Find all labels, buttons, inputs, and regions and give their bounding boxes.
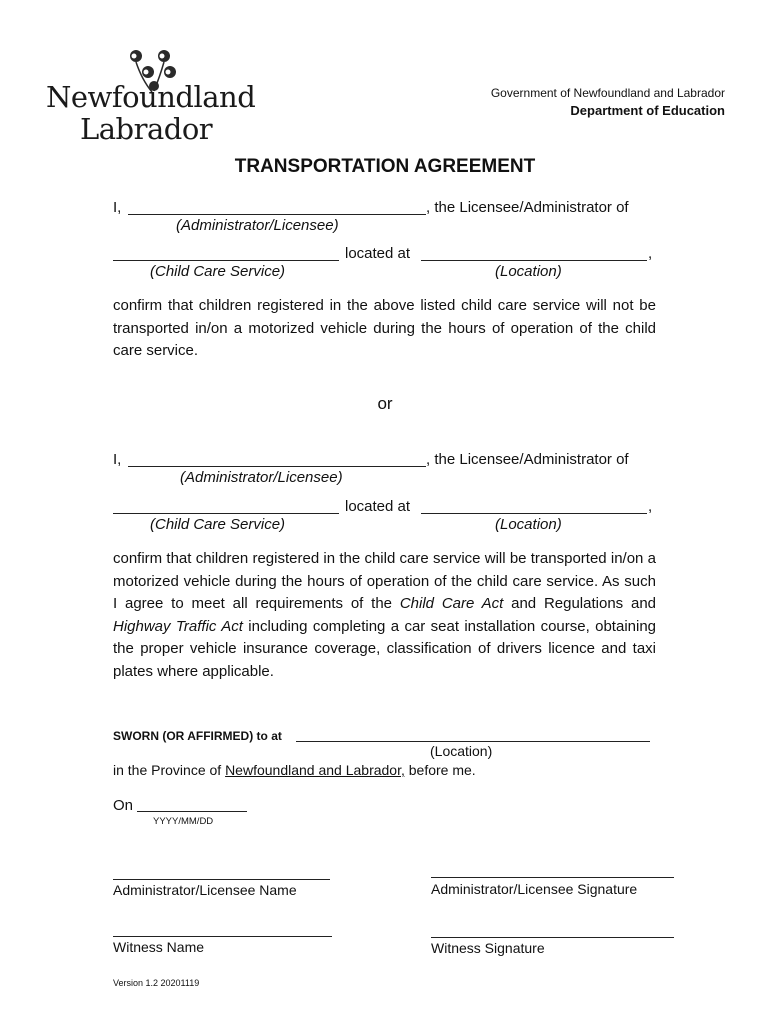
child-care-service-field[interactable] — [113, 260, 339, 261]
service-caption: (Child Care Service) — [150, 263, 286, 280]
or-divider: or — [377, 394, 393, 413]
witness-name-line[interactable] — [113, 936, 332, 937]
child-care-act: Child Care Act — [399, 595, 504, 612]
comma: , — [648, 498, 653, 515]
location-field[interactable] — [421, 513, 647, 514]
witness-signature-line[interactable] — [431, 937, 674, 938]
administrator-name-signature-line[interactable] — [113, 879, 330, 880]
date-format-caption: YYYY/MM/DD — [153, 816, 214, 827]
licensee-of-text: , the Licensee/Administrator of — [426, 451, 629, 468]
child-care-service-field[interactable] — [113, 513, 339, 514]
sworn-label: SWORN (OR AFFIRMED) to at — [113, 729, 282, 743]
administrator-name-field[interactable] — [128, 466, 426, 467]
location-caption: (Location) — [495, 263, 562, 280]
province-name: Newfoundland and Labrador, — [225, 762, 405, 778]
logo-word-labrador: Labrador — [80, 112, 213, 146]
administrator-signature-line[interactable] — [431, 877, 674, 878]
province-suffix: before me. — [404, 762, 476, 778]
administrator-caption: (Administrator/Licensee) — [180, 469, 343, 486]
statement-part1: confirm that children registered in the child care service will be transported in/on a motorized vehicle during the hours of operation of the child care service. As such I agree to meet all requirements of the — [113, 550, 656, 612]
licensee-of-text: , the Licensee/Administrator of — [426, 199, 629, 216]
witness-name-label: Witness Name — [113, 939, 205, 955]
province-prefix: in the Province of — [113, 762, 226, 778]
located-at-text: located at — [345, 498, 411, 515]
government-name: Government of Newfoundland and Labrador — [490, 86, 725, 100]
located-at-text: located at — [345, 245, 411, 262]
logo-word-newfoundland: Newfoundland — [46, 80, 256, 114]
statement-part3: including completing a car seat installation course, obtaining the proper vehicle insurance coverage, classification of drivers licence and taxi plates where applicable. — [113, 617, 657, 680]
service-caption: (Child Care Service) — [150, 516, 286, 533]
transport-statement — [113, 548, 656, 683]
newfoundland-labrador-logo — [44, 46, 256, 146]
location-field[interactable] — [421, 260, 647, 261]
administrator-name-field[interactable] — [128, 214, 426, 215]
page-title: TRANSPORTATION AGREEMENT — [234, 156, 536, 177]
i-prefix: I, — [113, 199, 122, 216]
location-caption: (Location) — [495, 516, 562, 533]
highway-traffic-act: Highway Traffic Act — [113, 617, 243, 635]
administrator-name-label: Administrator/Licensee Name — [113, 882, 297, 898]
comma: , — [648, 245, 653, 262]
province-line — [113, 762, 476, 778]
sworn-location-caption: (Location) — [430, 743, 493, 759]
version-footer: Version 1.2 20201119 — [113, 978, 200, 988]
i-prefix: I, — [113, 451, 122, 468]
administrator-caption: (Administrator/Licensee) — [176, 217, 339, 234]
administrator-signature-label: Administrator/Licensee Signature — [431, 881, 638, 897]
statement-part2: and Regulations and — [503, 595, 656, 612]
no-transport-statement: confirm that children registered in the above listed child care service will not be transported in/on a motorized vehicle during the hours of operation of the child care service. — [113, 297, 656, 359]
on-label: On — [113, 797, 134, 814]
date-field[interactable] — [137, 811, 247, 812]
witness-signature-label: Witness Signature — [431, 940, 545, 956]
sworn-location-field[interactable] — [296, 741, 650, 742]
department-name: Department of Education — [570, 103, 725, 118]
